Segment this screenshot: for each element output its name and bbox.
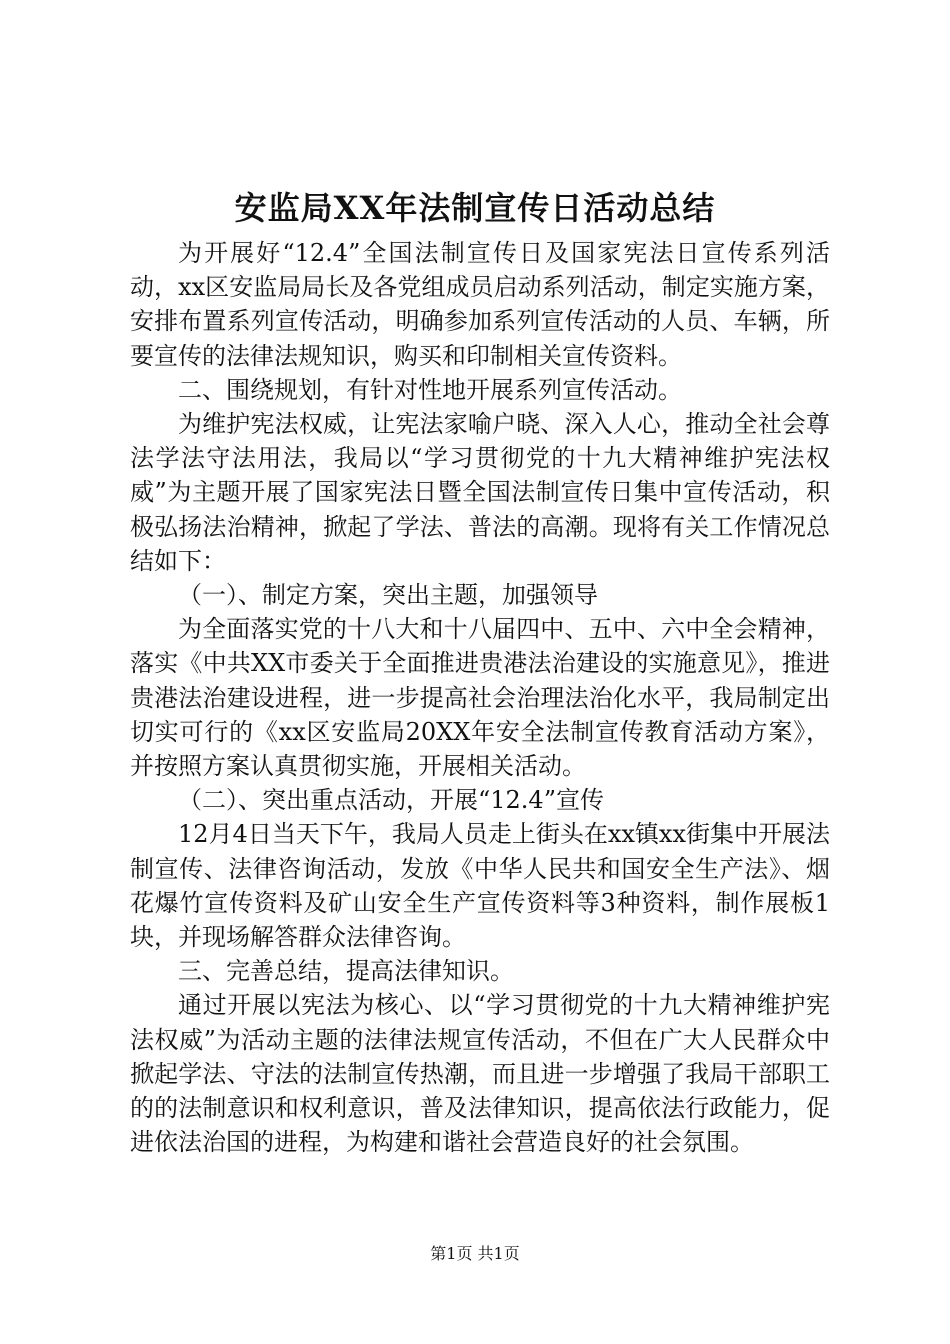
paragraph-intro: 为开展好“12.4”全国法制宣传日及国家宪法日宣传系列活动，xx区安监局局长及各党组成员启动系列活动，制定实施方案，安排布置系列宣传活动，明确参加系列宣传活动的人员、车辆，所要宣传的法律法规知识，购买和印制相关宣传资料。	[130, 239, 830, 370]
paragraph-summary: 为维护宪法权威，让宪法家喻户晓、深入人心，推动全社会尊法学法守法用法，我局以“学习贯彻党的十九大精神维护宪法权威”为主题开展了国家宪法日暨全国法制宣传日集中宣传活动，积极弘扬法治精神，掀起了学法、普法的高潮。现将有关工作情况总结如下：	[130, 410, 830, 575]
document-title: 安监局XX年法制宣传日活动总结	[234, 189, 716, 227]
heading-subsection-1: （一）、制定方案，突出主题，加强领导	[178, 581, 598, 610]
heading-section-2: 二、围绕规划，有针对性地开展系列宣传活动。	[178, 375, 682, 404]
paragraph-plan: 为全面落实党的十八大和十八届四中、五中、六中全会精神，落实《中共XX市委关于全面推进贵港法治建设的实施意见》，推进贵港法治建设进程，进一步提高社会治理法治化水平，我局制定出切实可行的《xx区安监局20XX年安全法制宣传教育活动方案》，并按照方案认真贯彻实施，开展相关活动。	[130, 615, 830, 781]
heading-section-3: 三、完善总结，提高法律知识。	[178, 957, 514, 986]
page-footer: 第1页 共1页	[430, 1244, 520, 1263]
paragraph-activity: 12月4日当天下午，我局人员走上街头在xx镇xx街集中开展法制宣传、法律咨询活动，发放《中华人民共和国安全生产法》、烟花爆竹宣传资料及矿山安全生产宣传资料等3种资料，制作展板1块，并现场解答群众法律咨询。	[130, 820, 830, 952]
heading-subsection-2: （二）、突出重点活动，开展“12.4”宣传	[178, 786, 604, 815]
paragraph-conclusion: 通过开展以宪法为核心、以“学习贯彻党的十九大精神维护宪法权威”为活动主题的法律法规宣传活动，不但在广大人民群众中掀起学法、守法的法制宣传热潮，而且进一步增强了我局干部职工的的法制意识和权利意识，普及法律知识，提高依法行政能力，促进依法治国的进程，为构建和谐社会营造良好的社会氛围。	[130, 991, 830, 1157]
document-body	[130, 236, 830, 1159]
